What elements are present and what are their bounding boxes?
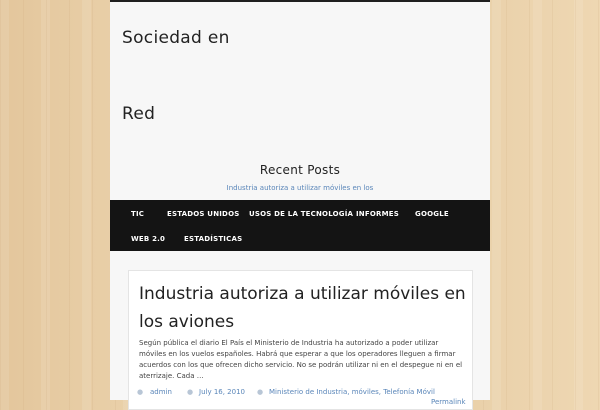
- site-title[interactable]: [122, 28, 262, 124]
- recent-posts-heading: Recent Posts: [259, 163, 341, 177]
- recent-post-link[interactable]: Industria autoriza a utilizar móviles en los: [226, 184, 374, 192]
- nav-item-informes[interactable]: INFORMES: [356, 210, 399, 218]
- nav-item-web-2-0[interactable]: WEB 2.0: [131, 235, 166, 243]
- site-title-line2[interactable]: Red: [122, 104, 156, 124]
- post-excerpt: Según pública el diario El País el Ministerio de Industria ha autorizado a poder utilizar móviles en los vuelos españoles. Habrá que esperar a que los operadores lleguen a firmar acuerdos con los que ofrecen dicho servicio. No se podrán utilizar ni en el despegue ni en el aterrizaje. Cada …: [139, 339, 463, 380]
- author-icon: ●: [137, 388, 144, 396]
- nav-item-estadisticas[interactable]: ESTADÍSTICAS: [184, 235, 243, 243]
- nav-item-estados-unidos[interactable]: ESTADOS UNIDOS: [167, 210, 240, 218]
- nav-item-usos-de-la-tecnologia[interactable]: USOS DE LA TECNOLOGÍA: [249, 210, 354, 218]
- post-author[interactable]: admin: [150, 388, 172, 396]
- calendar-icon: ●: [187, 388, 194, 396]
- site-title-line1[interactable]: Sociedad en: [122, 28, 230, 48]
- folder-icon: ●: [257, 388, 264, 396]
- post-categories[interactable]: Ministerio de Industria, móviles, Telefonía Móvil: [269, 388, 435, 396]
- main-navigation: [110, 200, 490, 251]
- page-container: [110, 0, 490, 406]
- post-title[interactable]: Industria autoriza a utilizar móviles en los aviones: [139, 284, 466, 332]
- nav-item-google[interactable]: GOOGLE: [415, 210, 449, 218]
- post-card: [128, 270, 473, 410]
- post-date[interactable]: July 16, 2010: [199, 388, 245, 396]
- permalink-link[interactable]: Permalink: [431, 398, 466, 406]
- nav-item-tic[interactable]: TIC: [131, 210, 145, 218]
